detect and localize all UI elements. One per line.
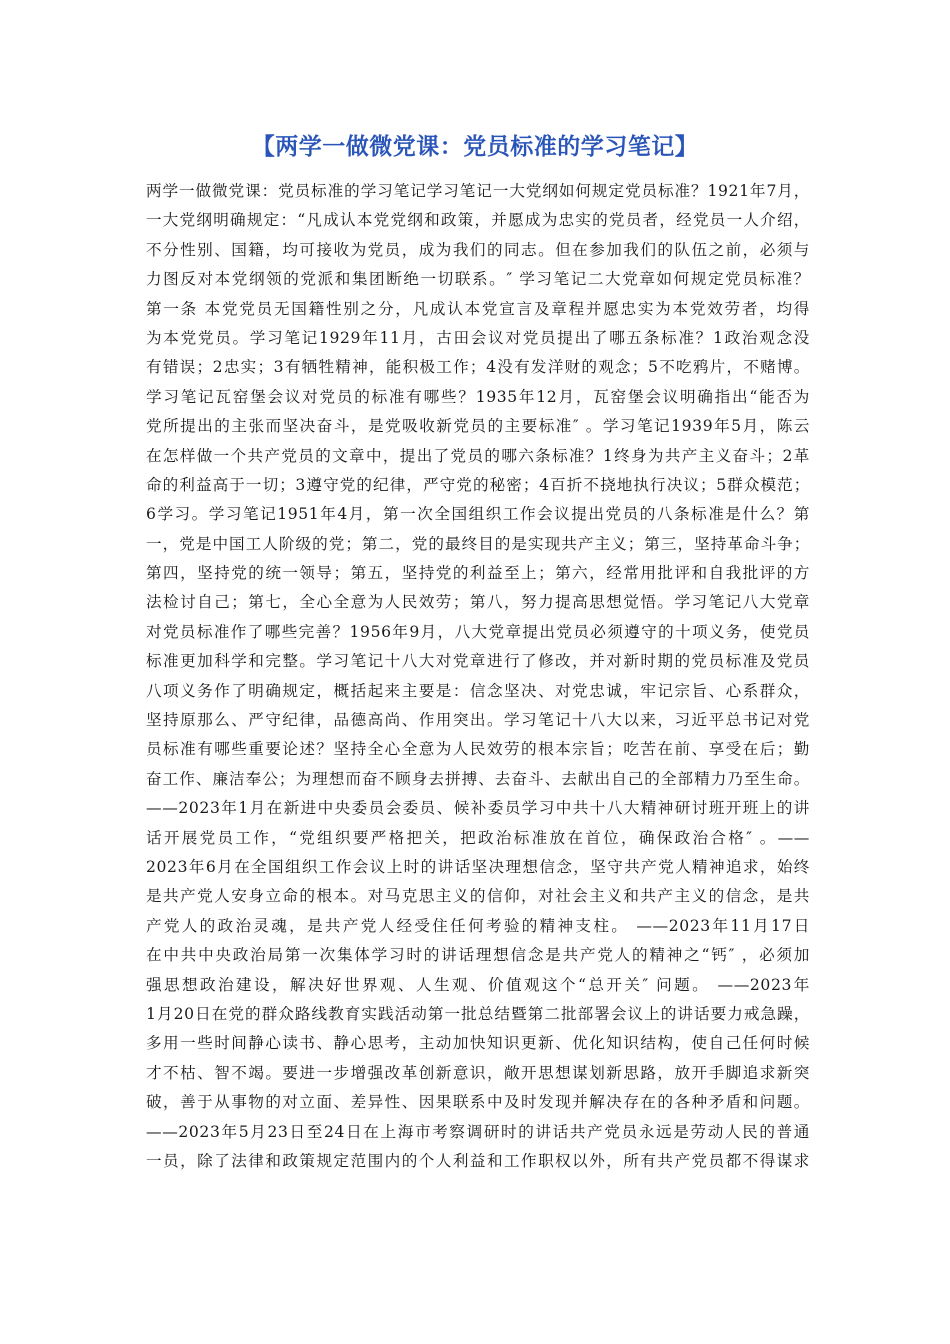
body-line: 八项义务作了明确规定，概括起来主要是：信念坚决、对党忠诚，牢记宗旨、心系群众， [146, 681, 810, 700]
body-line: ——2023年5月23日至24日在上海市考察调研时的讲话共产党员永远是劳动人民的普通 [146, 1122, 810, 1141]
body-line: 有错误；2忠实；3有牺牲精神，能积极工作；4没有发洋财的观念；5不吃鸦片，不赌博。 [146, 358, 810, 377]
body-line: 对党员标准作了哪些完善？1956年9月，八大党章提出党员必须遵守的十项义务，使党员 [146, 622, 810, 641]
body-line: 一员，除了法律和政策规定范围内的个人利益和工作职权以外，所有共产党员都不得谋求 [146, 1151, 810, 1170]
body-line: 两学一做微党课：党员标准的学习笔记学习笔记一大党纲如何规定党员标准？1921年7月， [146, 182, 810, 200]
body-line: 6学习。学习笔记1951年4月，第一次全国组织工作会议提出党员的八条标准是什么？第 [146, 505, 810, 524]
body-line: 在中共中央政治局第一次集体学习时的讲话理想信念是共产党人的精神之“钙″ ，必须加 [146, 946, 810, 965]
body-line: 为本党党员。学习笔记1929年11月，古田会议对党员提出了哪五条标准？1政治观念没 [146, 328, 810, 347]
body-line: 1月20日在党的群众路线教育实践活动第一批总结暨第二批部署会议上的讲话要力戒急躁， [146, 1004, 810, 1023]
body-line: 破，善于从事物的对立面、差异性、因果联系中及时发现并解决存在的各种矛盾和问题。 [146, 1093, 810, 1112]
body-line: 员标准有哪些重要论述？坚持全心全意为人民效劳的根本宗旨；吃苦在前、享受在后；勤 [146, 740, 810, 759]
body-line: 多用一些时间静心读书、静心思考，主动加快知识更新、优化知识结构，使自己任何时候 [146, 1034, 810, 1053]
body-line: 强思想政治建设，解决好世界观、人生观、价值观这个“总开关″ 问题。 ——2023年 [146, 975, 810, 994]
body-line: 力图反对本党纲领的党派和集团断绝一切联系。″ 学习笔记二大党章如何规定党员标准？ [146, 270, 810, 289]
body-line: 一，党是中国工人阶级的党；第二，党的最终目的是实现共产主义；第三，坚持革命斗争； [146, 534, 810, 553]
body-line: ——2023年1月在新进中央委员会委员、候补委员学习中共十八大精神研讨班开班上的讲 [146, 799, 810, 818]
body-line: 是共产党人安身立命的根本。对马克思主义的信仰，对社会主义和共产主义的信念，是共 [146, 887, 810, 906]
body-line: 党所提出的主张而坚决奋斗，是党吸收新党员的主要标准″ 。学习笔记1939年5月，陈云 [146, 417, 810, 436]
body-line: 第四，坚持党的统一领导；第五，坚持党的利益至上；第六，经常用批评和自我批评的方 [146, 564, 810, 583]
body-line: 才不枯、智不竭。要进一步增强改革创新意识，敞开思想谋划新思路，放开手脚追求新突 [146, 1063, 810, 1082]
body-line: 法检讨自己；第七，全心全意为人民效劳；第八，努力提高思想觉悟。学习笔记八大党章 [146, 593, 810, 612]
body-line: 一大党纲明确规定：“凡成认本党党纲和政策，并愿成为忠实的党员者，经党员一人介绍， [146, 211, 810, 230]
body-line: 坚持原那么、严守纪律，品德高尚、作用突出。学习笔记十八大以来，习近平总书记对党 [146, 711, 810, 730]
body-line: 命的利益高于一切；3遵守党的纪律，严守党的秘密；4百折不挠地执行决议；5群众模范； [146, 475, 810, 494]
body-line: 话开展党员工作，“党组织要严格把关，把政治标准放在首位，确保政治合格″ 。—— [146, 828, 810, 847]
document-title: 【两学一做微党课：党员标准的学习笔记】 [251, 134, 699, 160]
body-line: 奋工作、廉洁奉公；为理想而奋不顾身去拼搏、去奋斗、去献出自己的全部精力乃至生命。 [146, 769, 810, 788]
body-line: 标准更加科学和完整。学习笔记十八大对党章进行了修改，并对新时期的党员标准及党员 [146, 652, 810, 671]
body-line: 第一条 本党党员无国籍性别之分，凡成认本党宣言及章程并愿忠实为本党效劳者，均得 [146, 299, 810, 318]
document-body [146, 177, 810, 1176]
body-line: 在怎样做一个共产党员的文章中，提出了党员的哪六条标准？1终身为共产主义奋斗；2革 [146, 446, 810, 465]
body-line: 不分性别、国籍，均可接收为党员，成为我们的同志。但在参加我们的队伍之前，必须与 [146, 240, 810, 259]
body-line: 学习笔记瓦窑堡会议对党员的标准有哪些？1935年12月，瓦窑堡会议明确指出“能否为 [146, 387, 810, 406]
body-line: 产党人的政治灵魂，是共产党人经受住任何考验的精神支柱。 ——2023年11月17日 [146, 916, 810, 935]
body-line: 2023年6月在全国组织工作会议上时的讲话坚决理想信念，坚守共产党人精神追求，始终 [146, 857, 810, 876]
